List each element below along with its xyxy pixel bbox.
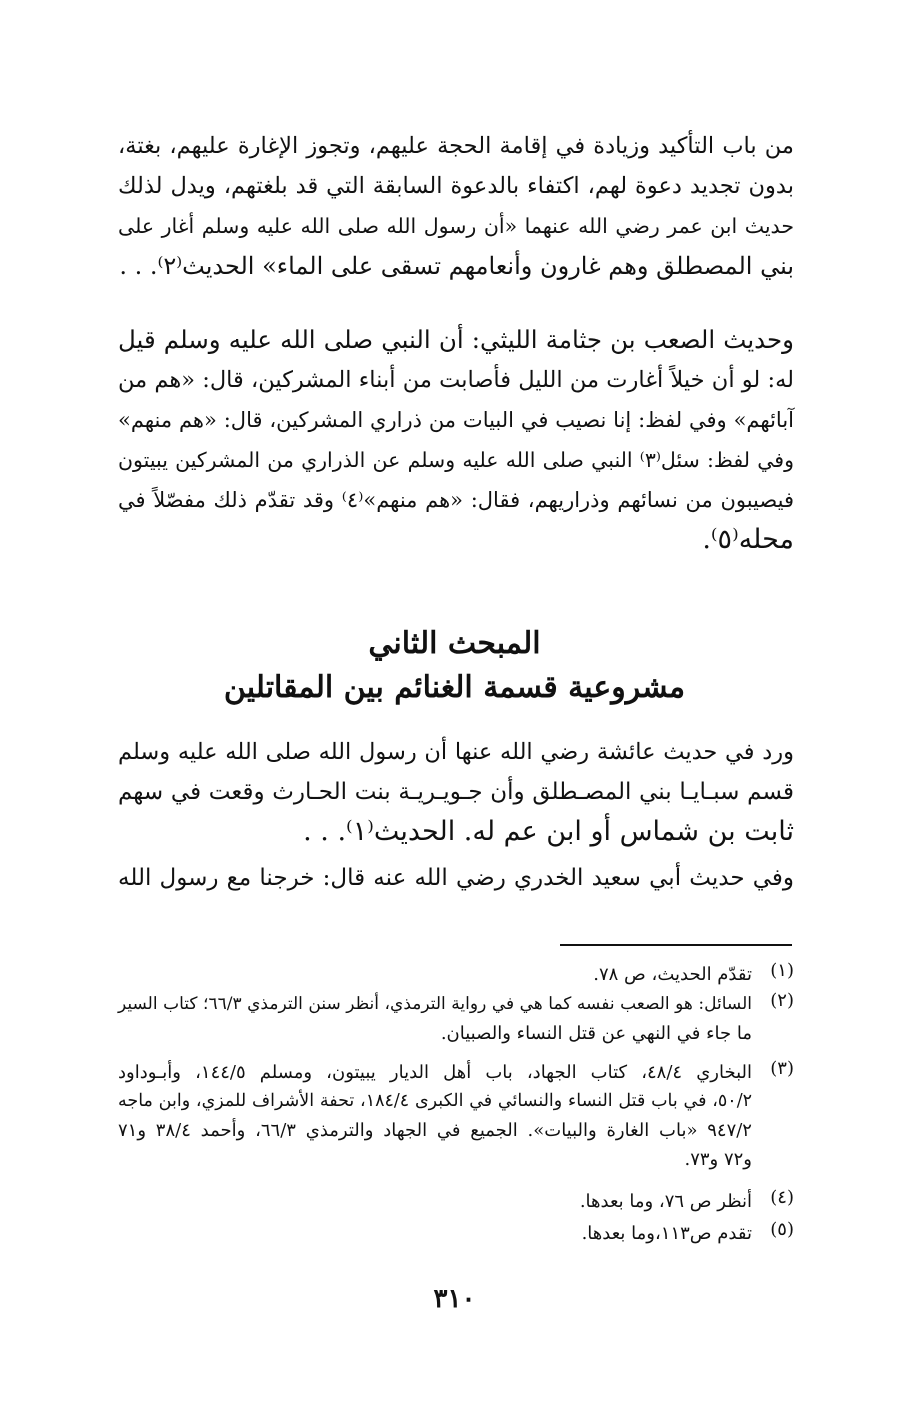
- footnote-number: (٥): [770, 1219, 794, 1240]
- paragraph-line: من باب التأكيد وزيادة في إقامة الحجة عليهم، وتجوز الإغارة عليهم، بغتة،: [118, 133, 794, 159]
- footnote-number: (٣): [770, 1058, 794, 1079]
- paragraph-line: وفي حديث أبي سعيد الخدري رضي الله عنه قال: خرجنا مع رسول الله: [118, 865, 794, 891]
- page-number: ٣١٠: [433, 1284, 476, 1314]
- section-subtitle: مشروعية قسمة الغنائم بين المقاتلين: [223, 670, 686, 705]
- footnote-separator: [560, 944, 792, 946]
- paragraph-line: بدون تجديد دعوة لهم، اكتفاء بالدعوة السابقة التي قد بلغتهم، ويدل لذلك: [118, 173, 794, 199]
- paragraph-line: وفي لفظ: سئل⁽٣⁾ النبي صلى الله عليه وسلم عن الذراري من المشركين يبيتون: [118, 448, 794, 472]
- footnote-5: [118, 1219, 794, 1248]
- footnote-line: تقدّم الحديث، ص ٧٨.: [593, 964, 752, 985]
- paragraph-line: ثابت بن شماس أو ابن عم له. الحديث⁽١⁾. . .: [303, 816, 794, 847]
- paragraph-line: آبائهم» وفي لفظ: إنا نصيب في البيات من ذراري المشركين، قال: «هم منهم»: [118, 408, 794, 432]
- footnote-line: ما جاء في النهي عن قتل النساء والصبيان.: [440, 1023, 752, 1044]
- footnote-line: البخاري ٤٨/٤، كتاب الجهاد، باب أهل الديار يبيتون، ومسلم ١٤٤/٥، وأبـوداود: [118, 1062, 752, 1083]
- paragraph-line: فيصيبون من نسائهم وذراريهم، فقال: «هم منهم»⁽٤⁾ وقد تقدّم ذلك مفصّلاً في: [118, 488, 794, 512]
- paragraph-1: [118, 126, 794, 286]
- footnote-number: (٢): [770, 990, 794, 1011]
- paragraph-4: [118, 858, 794, 898]
- paragraph-line: قسم سبـايـا بني المصـطلق وأن جـويـريـة بنت الحـارث وقعت في سهم: [118, 779, 794, 805]
- footnote-3: [118, 1058, 794, 1174]
- paragraph-line: حديث ابن عمر رضي الله عنهما «أن رسول الله صلى الله عليه وسلم أغار على: [118, 214, 794, 238]
- paragraph-line: له: لو أن خيلاً أغارت من الليل فأصابت من أبناء المشركين، قال: «هم من: [118, 367, 794, 393]
- paragraph-line: محله⁽٥⁾.: [702, 524, 794, 555]
- footnote-2: [118, 990, 794, 1048]
- footnote-number: (٤): [770, 1187, 794, 1208]
- paragraph-3: [118, 732, 794, 852]
- footnote-line: السائل: هو الصعب نفسه كما هي في رواية الترمذي، أنظر سنن الترمذي ٦٦/٣؛ كتاب السير: [118, 994, 752, 1014]
- footnote-1: [118, 960, 794, 989]
- footnote-line: ٩٤٧/٢ «باب الغارة والبيات». الجميع في الجهاد والترمذي ٦٦/٣، وأحمد ٣٨/٤ و٧١: [118, 1120, 752, 1141]
- paragraph-line: وحديث الصعب بن جثامة الليثي: أن النبي صلى الله عليه وسلم قيل: [118, 325, 794, 354]
- footnote-line: ٥٠/٢، في باب قتل النساء والنسائي في الكبرى ١٨٤/٤، تحفة الأشراف للمزي، وابن ماجه: [118, 1091, 752, 1111]
- paragraph-line: بني المصطلق وهم غارون وأنعامهم تسقى على الماء» الحديث⁽٢⁾. . .: [119, 252, 794, 280]
- footnote-line: تقدم ص١١٣،وما بعدها.: [581, 1223, 752, 1244]
- footnote-line: أنظر ص ٧٦، وما بعدها.: [579, 1191, 752, 1212]
- section-title: المبحث الثاني: [368, 626, 541, 661]
- paragraph-2: [118, 320, 794, 560]
- footnote-line: و٧٢ و٧٣.: [684, 1149, 752, 1170]
- footnote-4: [118, 1187, 794, 1216]
- footnote-number: (١): [770, 960, 794, 981]
- paragraph-line: ورد في حديث عائشة رضي الله عنها أن رسول الله صلى الله عليه وسلم: [118, 739, 794, 765]
